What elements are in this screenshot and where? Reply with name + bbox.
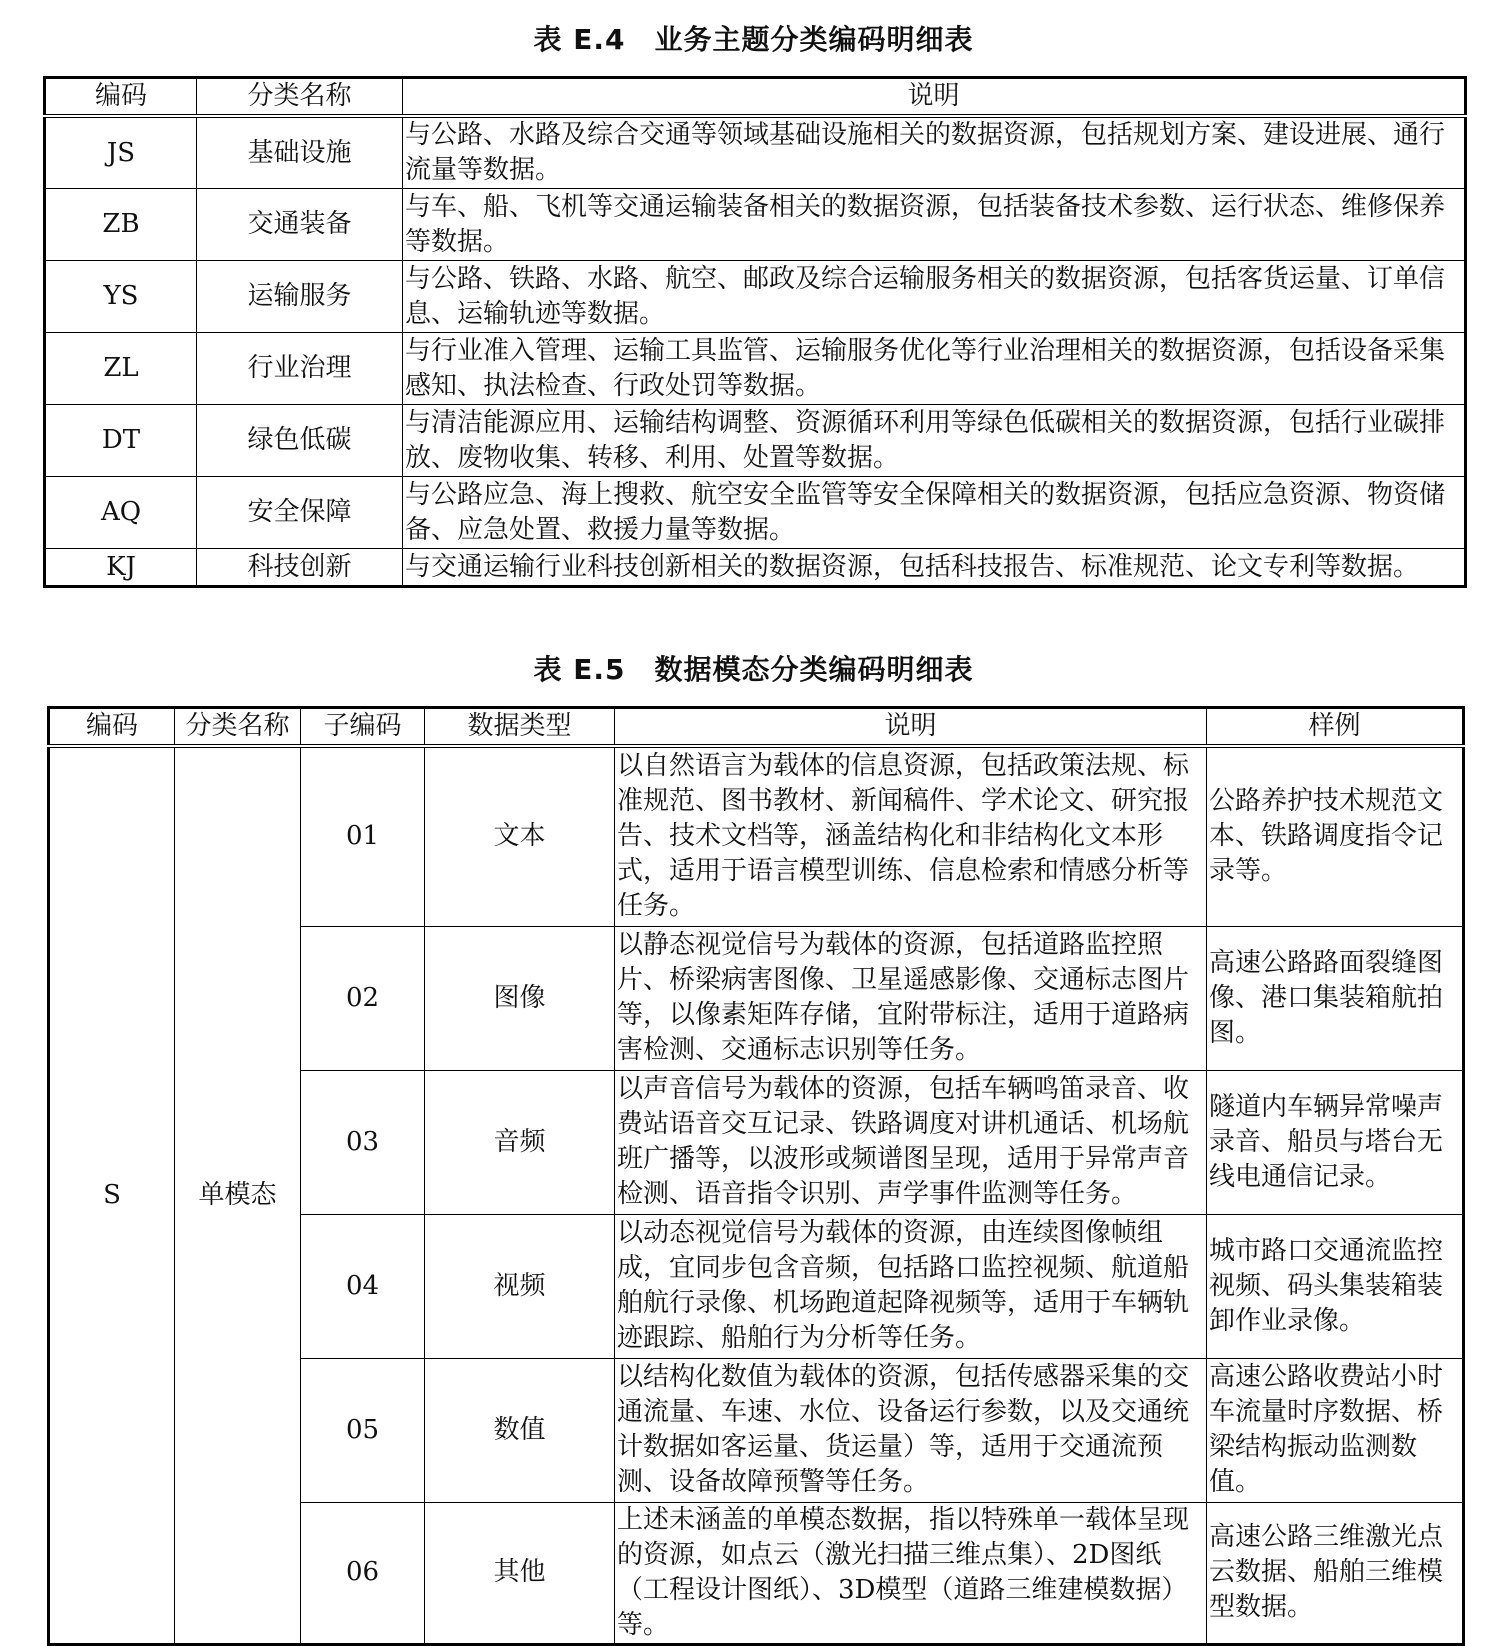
cell-code: AQ: [45, 477, 197, 549]
cell-code: S: [49, 746, 175, 1644]
cell-type: 数值: [425, 1358, 615, 1502]
cell-name: 交通装备: [197, 189, 403, 261]
header-type: 数据类型: [425, 708, 615, 747]
table-e5-caption: 表 E.5 数据模态分类编码明细表: [533, 653, 974, 686]
cell-name: 科技创新: [197, 549, 403, 587]
data-modality-table: [47, 706, 1465, 1646]
table-row: [45, 261, 1466, 333]
cell-desc: 与行业准入管理、运输工具监管、运输服务优化等行业治理相关的数据资源，包括设备采集感知、执法检查、行政处罚等数据。: [403, 333, 1466, 405]
header-name: 分类名称: [175, 708, 301, 747]
cell-sample: 公路养护技术规范文本、铁路调度指令记录等。: [1207, 746, 1464, 926]
cell-desc: 以静态视觉信号为载体的资源，包括道路监控照片、桥梁病害图像、卫星遥感影像、交通标志图片等，以像素矩阵存储，宜附带标注，适用于道路病害检测、交通标志识别等任务。: [615, 926, 1207, 1070]
table-row: [45, 333, 1466, 405]
cell-desc: 上述未涵盖的单模态数据，指以特殊单一载体呈现的资源，如点云（激光扫描三维点集）、2D图纸（工程设计图纸）、3D模型（道路三维建模数据）等。: [615, 1502, 1207, 1644]
table-row: [45, 189, 1466, 261]
cell-desc: 与车、船、飞机等交通运输装备相关的数据资源，包括装备技术参数、运行状态、维修保养等数据。: [403, 189, 1466, 261]
header-code: 编码: [45, 78, 197, 117]
business-topic-table: [43, 76, 1467, 588]
cell-sample: 高速公路路面裂缝图像、港口集装箱航拍图。: [1207, 926, 1464, 1070]
cell-type: 图像: [425, 926, 615, 1070]
cell-desc: 与公路、水路及综合交通等领域基础设施相关的数据资源，包括规划方案、建设进展、通行流量等数据。: [403, 116, 1466, 189]
cell-type: 音频: [425, 1070, 615, 1214]
header-subcode: 子编码: [301, 708, 425, 747]
table-row: [45, 405, 1466, 477]
cell-desc: 以动态视觉信号为载体的资源，由连续图像帧组成，宜同步包含音频，包括路口监控视频、航道船舶航行录像、机场跑道起降视频等，适用于车辆轨迹跟踪、船舶行为分析等任务。: [615, 1214, 1207, 1358]
table-row: [45, 116, 1466, 189]
cell-name: 安全保障: [197, 477, 403, 549]
cell-desc: 与公路应急、海上搜救、航空安全监管等安全保障相关的数据资源，包括应急资源、物资储备、应急处置、救援力量等数据。: [403, 477, 1466, 549]
cell-subcode: 06: [301, 1502, 425, 1644]
cell-code: ZL: [45, 333, 197, 405]
cell-name: 基础设施: [197, 116, 403, 189]
cell-sample: 高速公路收费站小时车流量时序数据、桥梁结构振动监测数值。: [1207, 1358, 1464, 1502]
cell-code: ZB: [45, 189, 197, 261]
header-desc: 说明: [403, 78, 1466, 117]
cell-name: 绿色低碳: [197, 405, 403, 477]
cell-desc: 以自然语言为载体的信息资源，包括政策法规、标准规范、图书教材、新闻稿件、学术论文、研究报告、技术文档等，涵盖结构化和非结构化文本形式，适用于语言模型训练、信息检索和情感分析等任务。: [615, 746, 1207, 926]
cell-name: 行业治理: [197, 333, 403, 405]
cell-type: 文本: [425, 746, 615, 926]
table-header-row: [45, 78, 1466, 117]
table-row: [45, 477, 1466, 549]
cell-type: 视频: [425, 1214, 615, 1358]
cell-name: 运输服务: [197, 261, 403, 333]
cell-code: YS: [45, 261, 197, 333]
cell-desc: 与清洁能源应用、运输结构调整、资源循环利用等绿色低碳相关的数据资源，包括行业碳排放、废物收集、转移、利用、处置等数据。: [403, 405, 1466, 477]
cell-code: KJ: [45, 549, 197, 587]
table-header-row: [49, 708, 1464, 747]
cell-subcode: 04: [301, 1214, 425, 1358]
cell-name: 单模态: [175, 746, 301, 1644]
header-name: 分类名称: [197, 78, 403, 117]
cell-sample: 高速公路三维激光点云数据、船舶三维模型数据。: [1207, 1502, 1464, 1644]
cell-subcode: 01: [301, 746, 425, 926]
cell-desc: 以声音信号为载体的资源，包括车辆鸣笛录音、收费站语音交互记录、铁路调度对讲机通话、机场航班广播等，以波形或频谱图呈现，适用于异常声音检测、语音指令识别、声学事件监测等任务。: [615, 1070, 1207, 1214]
table-row: [49, 746, 1464, 926]
cell-desc: 与公路、铁路、水路、航空、邮政及综合运输服务相关的数据资源，包括客货运量、订单信息、运输轨迹等数据。: [403, 261, 1466, 333]
table-row: [45, 549, 1466, 587]
cell-subcode: 03: [301, 1070, 425, 1214]
header-sample: 样例: [1207, 708, 1464, 747]
cell-code: DT: [45, 405, 197, 477]
cell-sample: 隧道内车辆异常噪声录音、船员与塔台无线电通信记录。: [1207, 1070, 1464, 1214]
cell-sample: 城市路口交通流监控视频、码头集装箱装卸作业录像。: [1207, 1214, 1464, 1358]
header-code: 编码: [49, 708, 175, 747]
cell-desc: 以结构化数值为载体的资源，包括传感器采集的交通流量、车速、水位、设备运行参数，以及交通统计数据如客运量、货运量）等，适用于交通流预测、设备故障预警等任务。: [615, 1358, 1207, 1502]
cell-subcode: 02: [301, 926, 425, 1070]
cell-desc: 与交通运输行业科技创新相关的数据资源，包括科技报告、标准规范、论文专利等数据。: [403, 549, 1466, 587]
cell-code: JS: [45, 116, 197, 189]
cell-subcode: 05: [301, 1358, 425, 1502]
table-e4-caption: 表 E.4 业务主题分类编码明细表: [533, 23, 974, 56]
cell-type: 其他: [425, 1502, 615, 1644]
header-desc: 说明: [615, 708, 1207, 747]
